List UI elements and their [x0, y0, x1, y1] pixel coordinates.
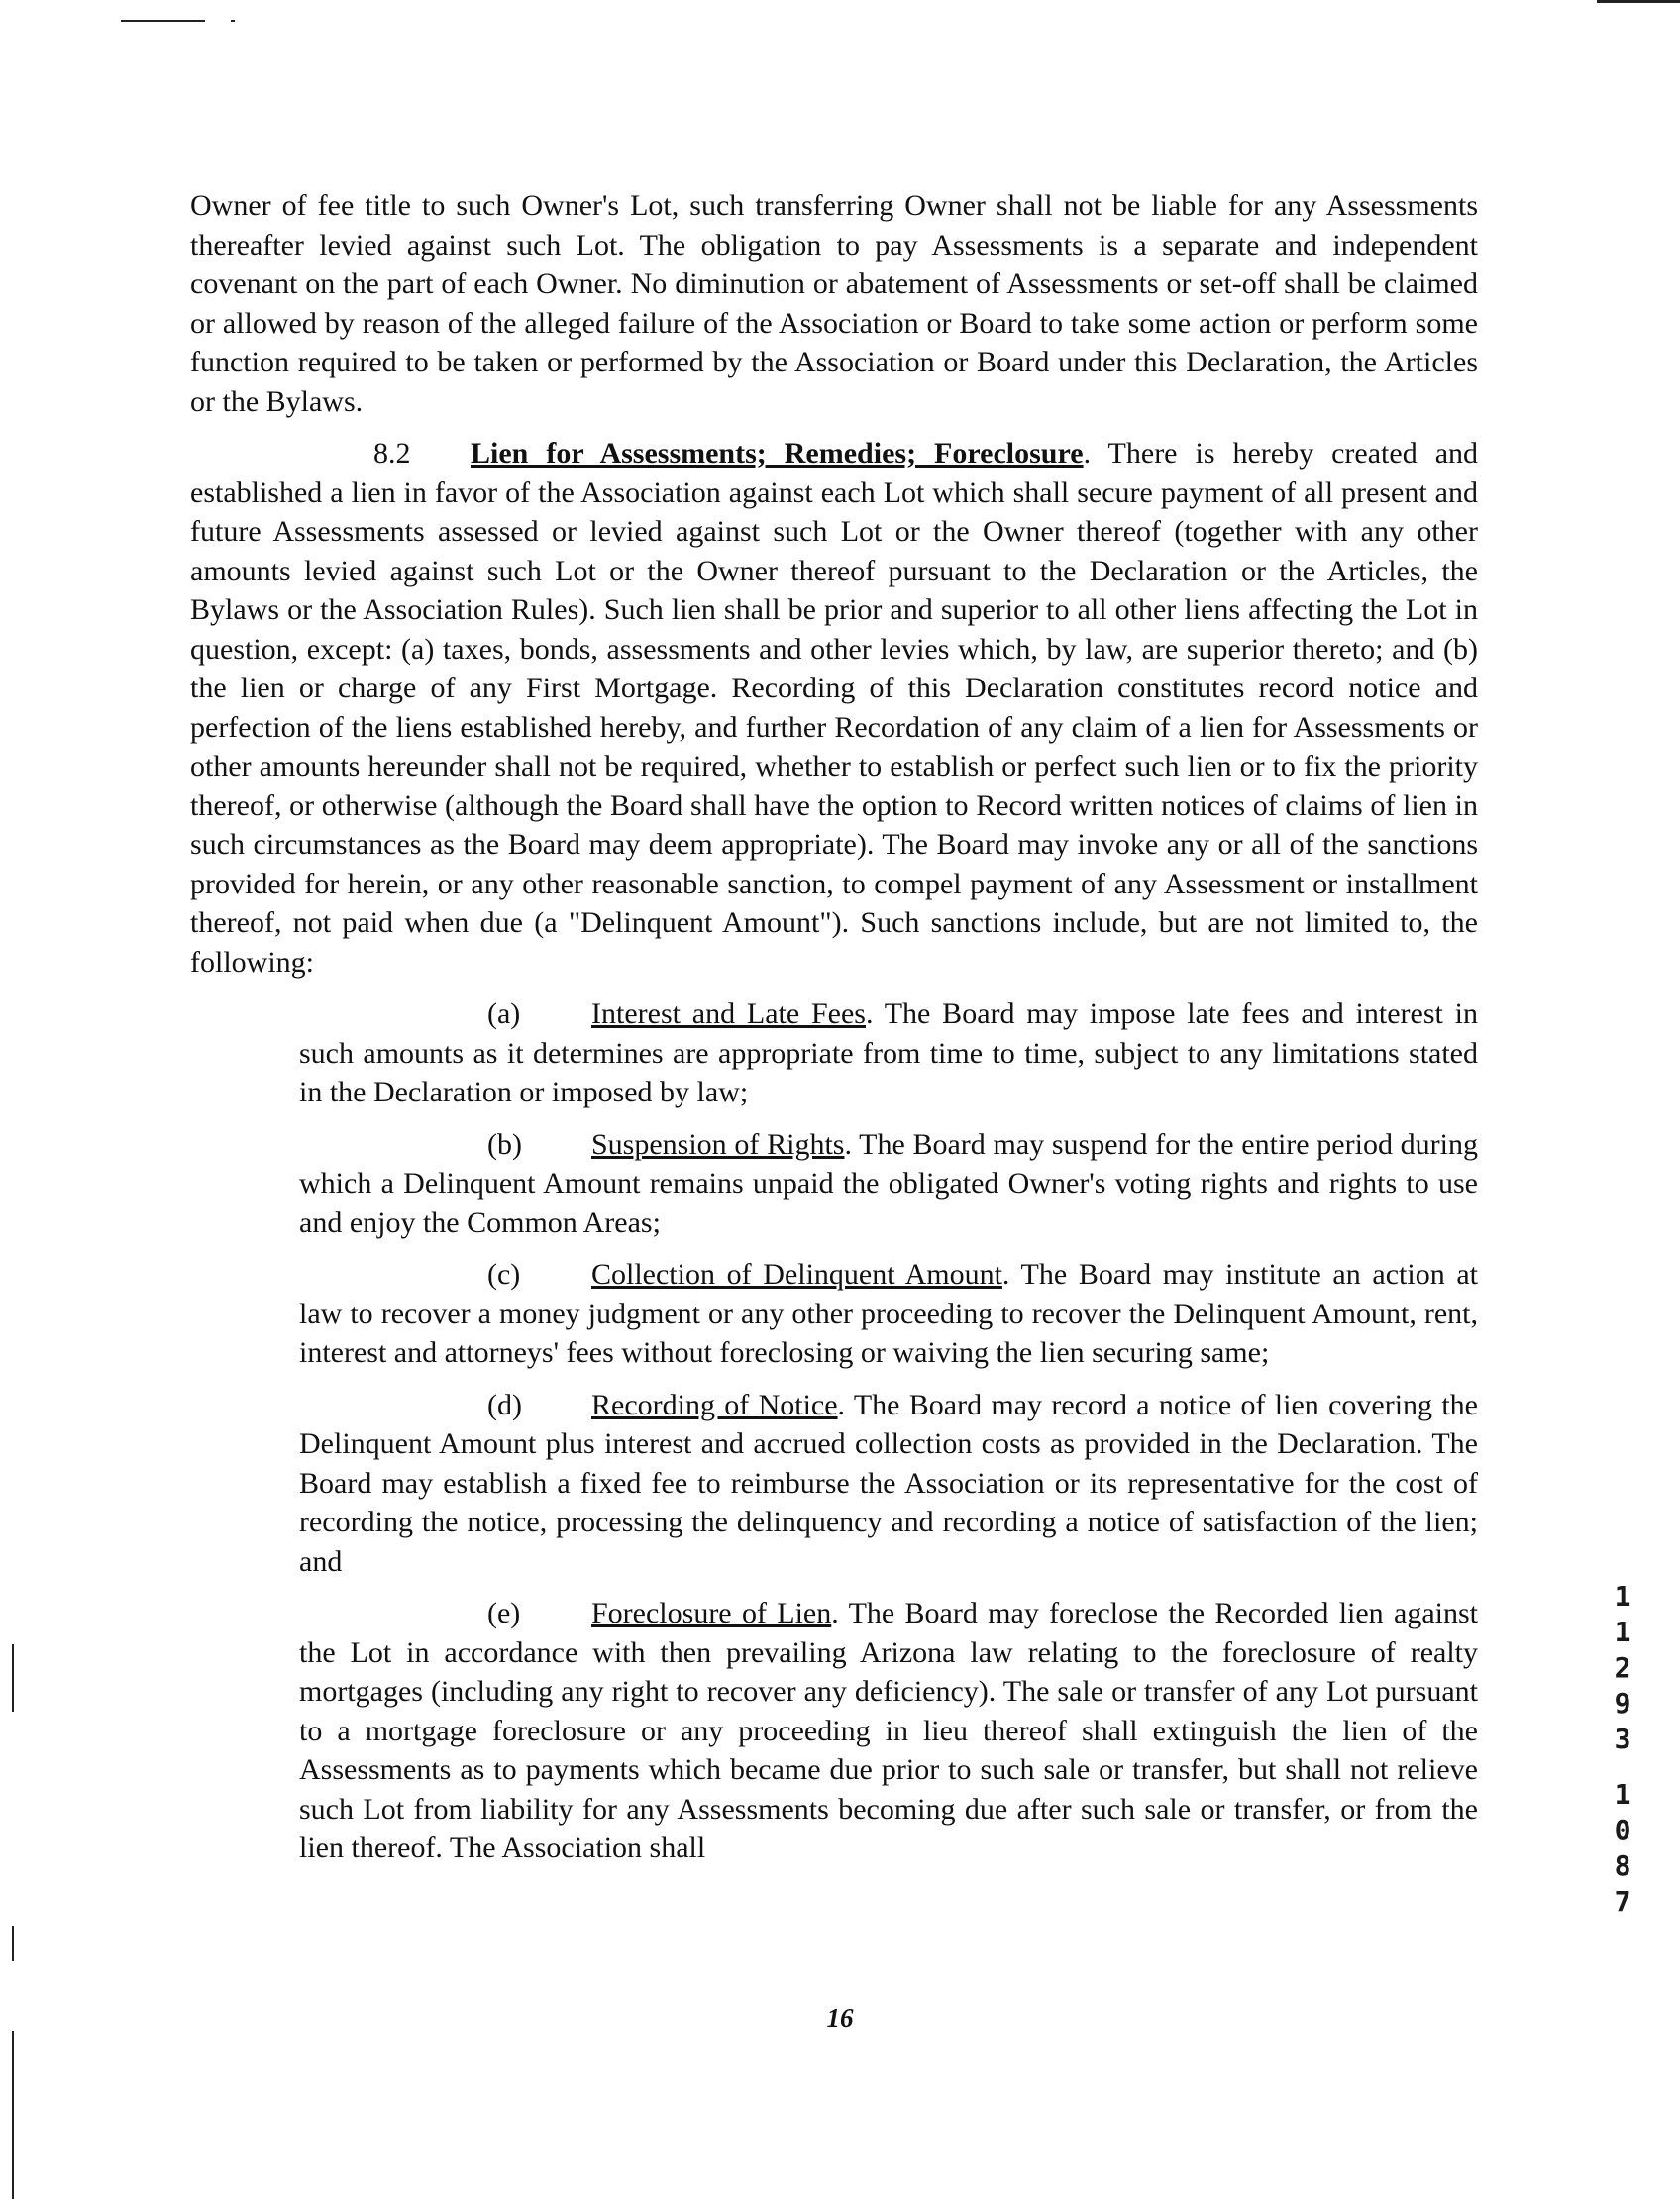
stamp-digit: 7 — [1614, 1885, 1631, 1918]
subsection-d: (d) Recording of Notice. The Board may record a notice of lien covering the Delinquent Amount plus interest and accrued collection costs as provided in the Declaration. The Board may establish a fixed fee to reimburse the Association or its representative for the cost of recording the notice, processing the delinquency and recording a notice of satisfaction of the lien; and — [190, 1386, 1478, 1582]
subsection-title: Collection of Delinquent Amount — [591, 1258, 1002, 1291]
page-number: 16 — [826, 2003, 854, 2033]
subsection-a: (a) Interest and Late Fees. The Board may impose late fees and interest in such amounts as it determines are appropriate from time to time, subject to any limitations stated in the Declaration or imposed by law; — [190, 995, 1478, 1112]
recording-stamp — [1613, 1579, 1632, 1939]
subsection-label: (c) — [487, 1258, 521, 1291]
subsection-label: (b) — [487, 1127, 522, 1161]
subsection-text: The Board may foreclose the Recorded lien against the Lot in accordance with then prevailing Arizona law relating to the foreclosure of realty mortgages (including any right to recover any deficiency). The sale or transfer of any Lot pursuant to a mortgage foreclosure or any proceeding in lieu thereof shall extinguish the lien of the Assessments as to payments which became due prior to such sale or transfer, but shall not relieve such Lot from liability for any Assessments becoming due after such sale or transfer, or from the lien thereof. The Association shall — [299, 1597, 1478, 1864]
stamp-digit: 1 — [1614, 1778, 1631, 1811]
scan-mark-top-left — [121, 20, 205, 22]
subsection-text: The Board may institute an action at law to recover a money judgment or any other proceeding to recover the Delinquent Amount, rent, interest and attorneys' fees without foreclosing or waiving the lien securing same; — [299, 1258, 1479, 1369]
stamp-digit: 2 — [1614, 1651, 1631, 1684]
stamp-digit: 1 — [1614, 1616, 1631, 1648]
stamp-digit: 0 — [1614, 1814, 1631, 1846]
stamp-bottom-group — [1613, 1777, 1632, 1920]
subsection-b: (b) Suspension of Rights. The Board may suspend for the entire period during which a Delinquent Amount remains unpaid the obligated Owner's voting rights and rights to use and enjoy the Common Areas; — [190, 1125, 1478, 1243]
stamp-digit: 3 — [1614, 1723, 1631, 1755]
subsection-e: (e) Foreclosure of Lien. The Board may foreclose the Recorded lien against the Lot in accordance with then prevailing Arizona law relating to the foreclosure of realty mortgages (including any right to recover any deficiency). The sale or transfer of any Lot pursuant to a mortgage foreclosure or any proceeding in lieu thereof shall extinguish the lien of the Assessments as to payments which became due prior to such sale or transfer, but shall not relieve such Lot from liability for any Assessments becoming due after such sale or transfer, or from the lien thereof. The Association shall — [190, 1594, 1478, 1868]
subsection-label: (d) — [487, 1388, 522, 1421]
scan-mark-top-right — [1597, 0, 1680, 3]
subsection-title: Foreclosure of Lien — [591, 1597, 832, 1629]
stamp-digit: 1 — [1614, 1580, 1631, 1613]
subsection-text: The Board may suspend for the entire period during which a Delinquent Amount remains unpaid the obligated Owner's voting rights and rights to use and enjoy the Common Areas; — [299, 1127, 1478, 1239]
stamp-digit: 9 — [1614, 1687, 1631, 1720]
intro-paragraph: Owner of fee title to such Owner's Lot, such transferring Owner shall not be liable for any Assessments thereafter levied against such Lot. The obligation to pay Assessments is a separate and independent covenant on the part of each Owner. No diminution or abatement of Assessments or set-off shall be claimed or allowed by reason of the alleged failure of the Association or Board to take some action or perform some function required to be taken or performed by the Association or Board under this Declaration, the Articles or the Bylaws. — [190, 189, 1478, 418]
subsection-text: The Board may impose late fees and interest in such amounts as it determines are appropriate from time to time, subject to any limitations stated in the Declaration or imposed by law; — [299, 997, 1478, 1108]
section-heading: Lien for Assessments; Remedies; Foreclosure — [471, 437, 1084, 470]
document-body — [190, 186, 1478, 1881]
section-body: There is hereby created and established a lien in favor of the Association against each Lot which shall secure payment of all present and future Assessments assessed or levied against such Lot or the Owner thereof (together with any other amounts levied against such Lot or the Owner thereof pursuant to the Declaration or the Articles, the Bylaws or the Association Rules). Such lien shall be prior and superior to all other liens affecting the Lot in question, except: (a) taxes, bonds, assessments and other levies which, by law, are superior thereto; and (b) the lien or charge of any First Mortgage. Recording of this Declaration constitutes record notice and perfection of the liens established hereby, and further Recordation of any claim of a lien for Assessments or other amounts hereunder shall not be required, whether to establish or perfect such lien or to fix the priority thereof, or otherwise (although the Board shall have the option to Record written notices of claims of lien in such circumstances as the Board may deem appropriate). The Board may invoke any or all of the sanctions provided for herein, or any other reasonable sanction, to compel payment of any Assessment or installment thereof, not paid when due (a "Delinquent Amount"). Such sanctions include, but are not limited to, the following: — [190, 437, 1479, 979]
subsection-title: Interest and Late Fees — [591, 997, 866, 1030]
section-8-2-paragraph: 8.2 Lien for Assessments; Remedies; Foreclosure. There is hereby created and established a lien in favor of the Association against each Lot which shall secure payment of all present and future Assessments assessed or levied against such Lot or the Owner thereof (together with any other amounts levied against such Lot or the Owner thereof pursuant to the Declaration or the Articles, the Bylaws or the Association Rules). Such lien shall be prior and superior to all other liens affecting the Lot in question, except: (a) taxes, bonds, assessments and other levies which, by law, are superior thereto; and (b) the lien or charge of any First Mortgage. Recording of this Declaration constitutes record notice and perfection of the liens established hereby, and further Recordation of any claim of a lien for Assessments or other amounts hereunder shall not be required, whether to establish or perfect such lien or to fix the priority thereof, or otherwise (although the Board shall have the option to Record written notices of claims of lien in such circumstances as the Board may deem appropriate). The Board may invoke any or all of the sanctions provided for herein, or any other reasonable sanction, to compel payment of any Assessment or installment thereof, not paid when due (a "Delinquent Amount"). Such sanctions include, but are not limited to, the following: — [190, 434, 1478, 982]
subsection-c: (c) Collection of Delinquent Amount. The Board may institute an action at law to recover a money judgment or any other proceeding to recover the Delinquent Amount, rent, interest and attorneys' fees without foreclosing or waiving the lien securing same; — [190, 1255, 1478, 1373]
scan-mark-left-edge-2 — [12, 1926, 14, 1961]
scan-mark-top-left-dot — [231, 20, 235, 22]
scan-mark-left-edge-3 — [12, 2031, 14, 2199]
subsection-label: (e) — [487, 1597, 521, 1629]
stamp-top-group — [1613, 1579, 1632, 1757]
subsection-text: The Board may record a notice of lien covering the Delinquent Amount plus interest and accrued collection costs as provided in the Declaration. The Board may establish a fixed fee to reimburse the Association or its representative for the cost of recording the notice, processing the delinquency and recording a notice of satisfaction of the lien; and — [299, 1388, 1478, 1578]
subsection-title: Suspension of Rights — [591, 1127, 845, 1161]
scan-mark-left-edge-1 — [12, 1644, 14, 1712]
subsection-label: (a) — [487, 997, 521, 1030]
section-number: 8.2 — [373, 437, 411, 470]
subsection-title: Recording of Notice — [591, 1388, 838, 1421]
stamp-digit: 8 — [1614, 1849, 1631, 1882]
